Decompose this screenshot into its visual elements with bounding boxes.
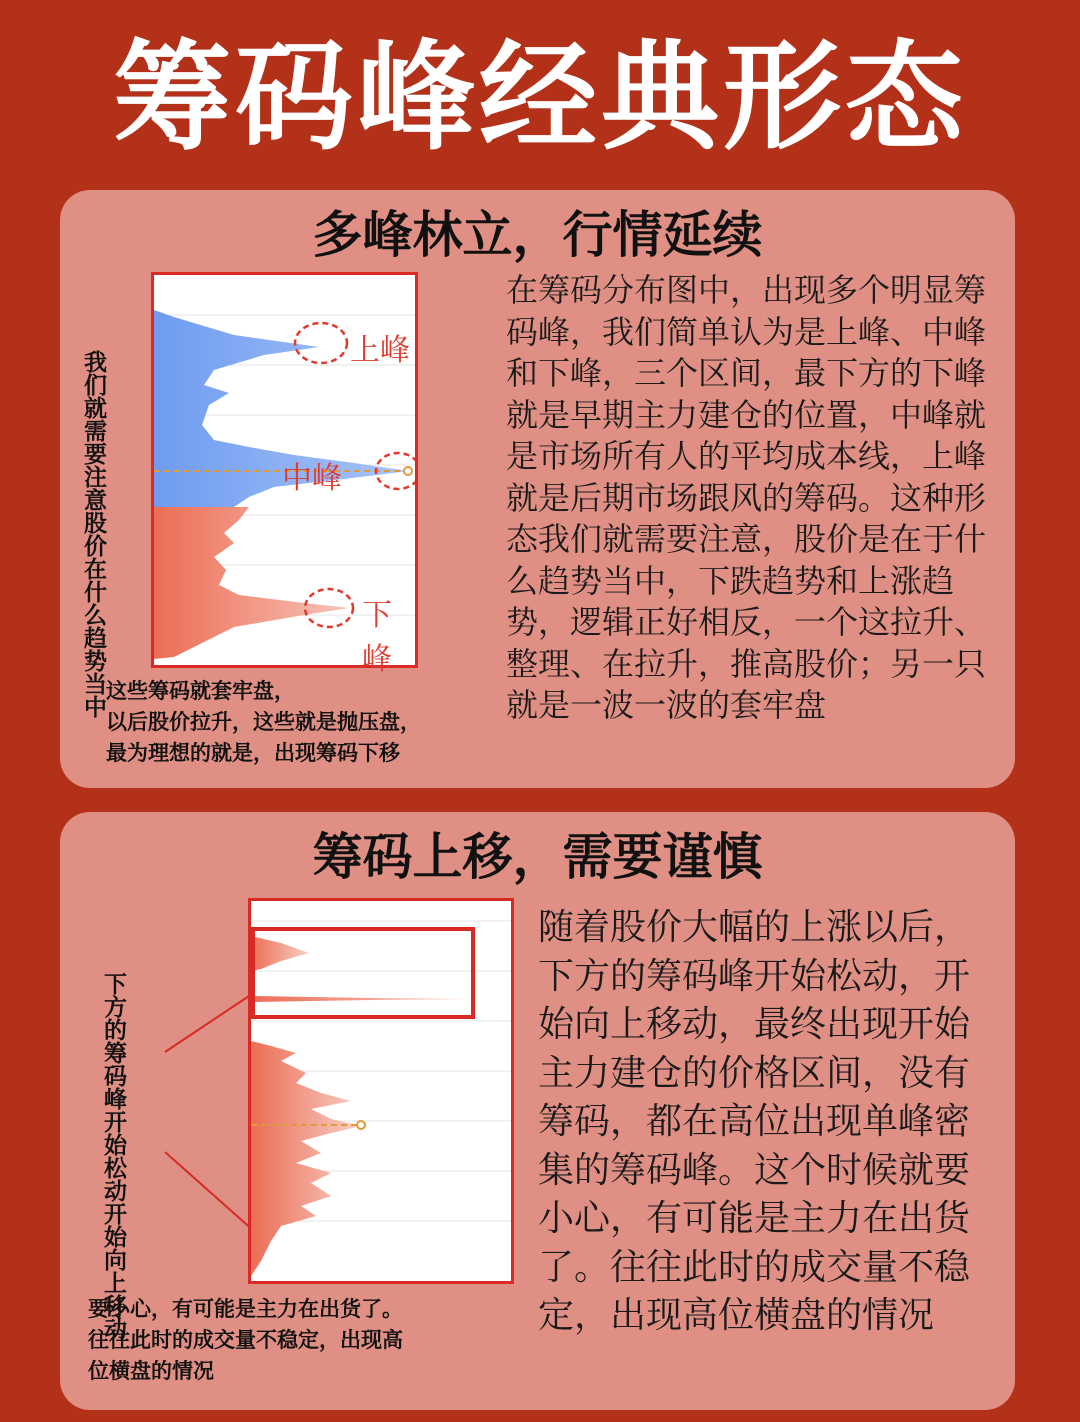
section-multi-peak bbox=[60, 190, 1015, 788]
bottom-note bbox=[106, 676, 506, 769]
note-line: 以后股价拉升，这些就是抛压盘， bbox=[106, 710, 421, 734]
section-title: 多峰林立，行情延续 bbox=[312, 205, 763, 264]
description: 随着股价大幅的上涨以后，下方的筹码峰开始松动，开始向上移动，最终出现开始主力建仓的价格区间，没有筹码，都在高位出现单峰密集的筹码峰。这个时候就要小心，有可能是主力在出货了。往往此时的成交量不稳定，出现高位横盘的情况 bbox=[538, 907, 971, 1336]
page-title: 筹码峰经典形态 bbox=[112, 28, 967, 166]
vertical-note: 下方的筹码峰开始松动开始向上移动 bbox=[100, 972, 126, 1340]
note-line: 往往此时的成交量不稳定，出现高 bbox=[88, 1328, 403, 1352]
section-title: 筹码上移，需要谨慎 bbox=[312, 827, 763, 886]
upper-chip-area bbox=[251, 936, 309, 971]
bottom-note bbox=[88, 1294, 528, 1387]
note-line: 位横盘的情况 bbox=[88, 1359, 214, 1383]
note-line: 这些筹码就套牢盘， bbox=[106, 679, 295, 703]
red-chip-area bbox=[251, 1041, 361, 1276]
upper-peak-circle bbox=[295, 323, 347, 363]
note-line: 最为理想的就是，出现筹码下移 bbox=[106, 741, 400, 765]
chip-distribution-chart bbox=[248, 898, 514, 1284]
average-cost-marker bbox=[357, 1121, 365, 1129]
red-chip-area bbox=[154, 507, 349, 659]
description: 在筹码分布图中，出现多个明显筹码峰，我们简单认为是上峰、中峰和下峰，三个区间，最下方的下峰就是早期主力建仓的位置，中峰就是市场所有人的平均成本线，上峰就是后期市场跟风的筹码。这种形态我们就需要注意，股价是在于什么趋势当中，下跌趋势和上涨趋势，逻辑正好相反，一个这拉升、整理、在拉升，推高股价；另一只就是一波一波的套牢盘 bbox=[506, 271, 987, 724]
chip-distribution-chart bbox=[151, 272, 418, 677]
section-chips-move-up bbox=[60, 812, 1015, 1410]
lower-peak-label: 下峰 bbox=[362, 598, 392, 677]
middle-peak-label: 中峰 bbox=[282, 461, 342, 496]
upper-chip-sliver bbox=[251, 996, 471, 1002]
pointer-lines bbox=[160, 982, 260, 1242]
upper-peak-label: 上峰 bbox=[350, 333, 410, 368]
note-line: 要小心，有可能是主力在出货了。 bbox=[88, 1297, 403, 1321]
average-cost-marker bbox=[404, 467, 412, 475]
high-position-highlight-box bbox=[253, 929, 473, 1017]
vertical-note: 我们就需要注意股价在什么趋势当中 bbox=[80, 350, 106, 718]
chip-chart-graphic bbox=[251, 901, 511, 1281]
